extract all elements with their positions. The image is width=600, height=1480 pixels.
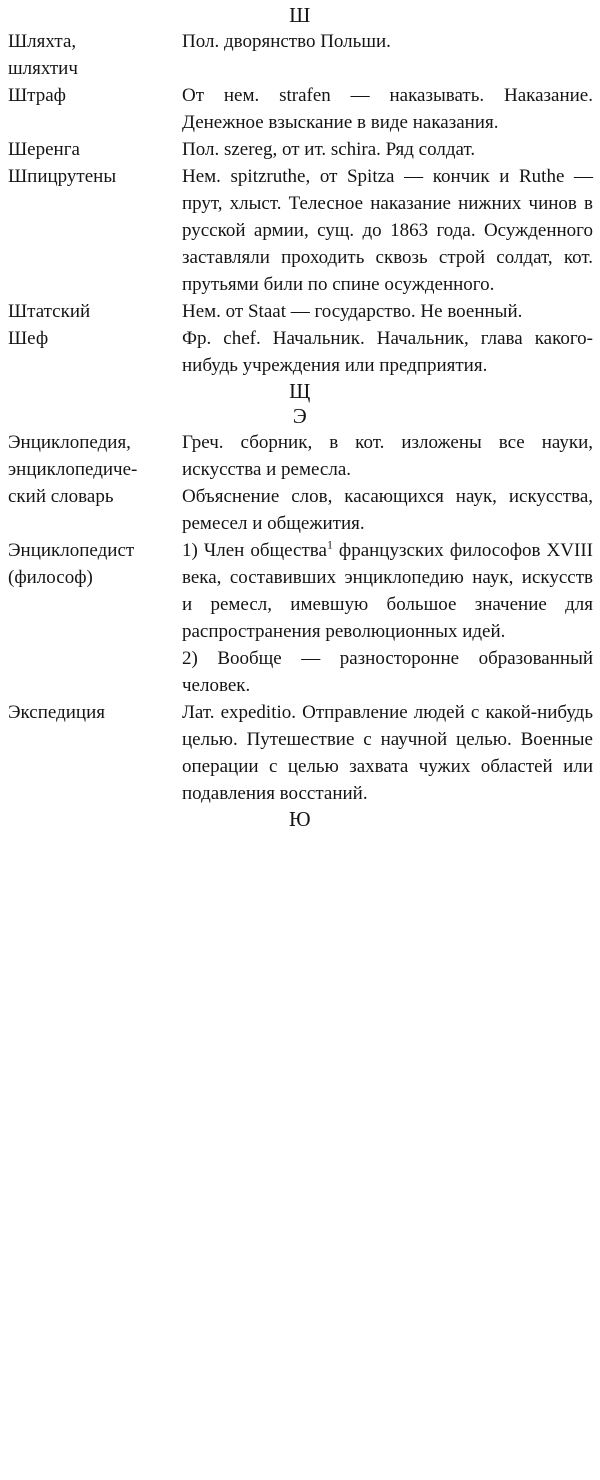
definition-text: французских философов XVIII века, составивших энциклопедию наук, искусств и ремесл, имевшую большое значение для распространения революционных идей. [182, 540, 593, 642]
term-line: ский словарь [8, 486, 114, 507]
entry-term [8, 163, 182, 190]
term-line: (философ) [8, 567, 93, 588]
entry-definition [182, 28, 593, 55]
glossary-entry-sherenga [0, 136, 600, 163]
definition-paragraph: Пол. szereg, от ит. schira. Ряд солдат. [182, 139, 476, 160]
term-line: шляхтич [8, 58, 78, 79]
entry-term [8, 28, 182, 82]
term-line: Шляхта, [8, 31, 77, 52]
section-heading-e: Э [292, 404, 308, 428]
term-line: Шеренга [8, 139, 80, 160]
glossary-entry-shtatskiy [0, 298, 600, 325]
entry-definition [182, 429, 593, 537]
section-heading-shcha: Щ [289, 379, 311, 403]
entry-term [8, 699, 182, 726]
entry-term [8, 136, 182, 163]
glossary-entry-shef [0, 325, 600, 379]
section-heading-sh: Ш [289, 3, 311, 27]
definition-paragraph [182, 537, 593, 645]
entry-term [8, 325, 182, 352]
entry-term [8, 429, 182, 510]
entry-definition [182, 163, 593, 298]
glossary-entry-encyclopedia [0, 429, 600, 537]
entry-term [8, 82, 182, 109]
glossary-entry-shtraf [0, 82, 600, 136]
entry-definition [182, 537, 593, 699]
entry-definition [182, 298, 593, 325]
term-line: Энциклопедия, [8, 432, 131, 453]
entry-definition [182, 325, 593, 379]
definition-paragraph: Объяснение слов, касающихся наук, искусства, ремесел и общежития. [182, 486, 593, 534]
definition-paragraph: Лат. expeditio. Отправление людей с какой-нибудь целью. Путешествие с научной целью. Военные операции с целью захвата чужих областей или подавления восстаний. [182, 702, 593, 804]
definition-paragraph: Греч. сборник, в кот. изложены все науки, искусства и ремесла. [182, 432, 593, 480]
definition-paragraph: Нем. spitzruthe, от Spitza — кончик и Ruthe — прут, хлыст. Телесное наказание нижних чинов в русской армии, сущ. до 1863 года. Осужденного заставляли проходить сквозь строй солдат, кот. прутьями били по спине осужденного. [182, 166, 593, 295]
glossary-entry-expedition [0, 699, 600, 807]
term-line: Штраф [8, 85, 66, 106]
glossary-entry-shpitsruteny [0, 163, 600, 298]
glossary-entry-shlyakhta [0, 28, 600, 82]
definition-paragraph: Нем. от Staat — государство. Не военный. [182, 301, 523, 322]
definition-paragraph: Фр. chef. Начальник. Начальник, глава какого-нибудь учреждения или предприятия. [182, 328, 593, 376]
footnote-marker: 1 [326, 538, 333, 552]
term-line: Шеф [8, 328, 49, 349]
entry-term [8, 537, 182, 591]
section-heading-yu: Ю [288, 807, 312, 831]
term-line: Шпицрутены [8, 166, 117, 187]
entry-definition [182, 82, 593, 136]
entry-definition [182, 699, 593, 807]
definition-paragraph: Пол. дворянство Польши. [182, 31, 391, 52]
definition-text: 1) Член общества [182, 540, 327, 561]
term-line: Энциклопедист [8, 540, 135, 561]
term-line: энциклопедиче- [8, 459, 138, 480]
glossary-entry-encyclopedist [0, 537, 600, 699]
definition-paragraph: От нем. strafen — наказывать. Наказание. Денежное взыскание в виде наказания. [182, 85, 593, 133]
entry-term [8, 298, 182, 325]
definition-paragraph: 2) Вообще — разносторонне образованный человек. [182, 648, 593, 696]
entry-definition [182, 136, 593, 163]
term-line: Штатский [8, 301, 91, 322]
term-line: Экспедиция [8, 702, 105, 723]
